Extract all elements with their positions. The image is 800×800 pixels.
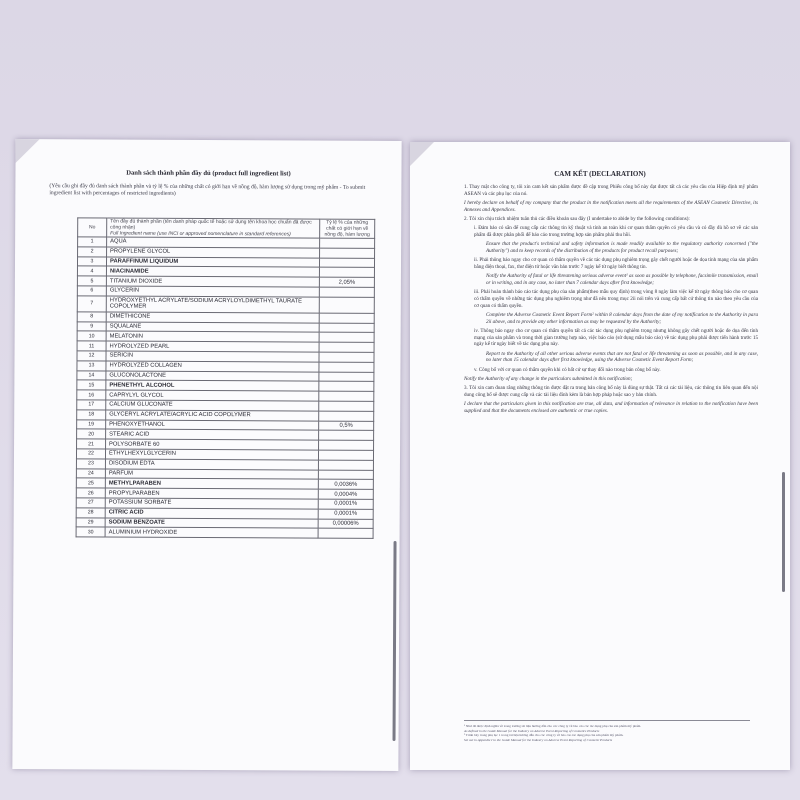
declaration-p1-en: I hereby declare on behalf of my company that the product in the notification meets all the requirements of the ASEAN Cosmetic Directive, its Annexes and Appendices. <box>464 200 758 213</box>
ingredient-table <box>76 217 376 539</box>
ingredient-list-subtitle: (Yêu cầu ghi đầy đủ danh sách thành phần và tỷ lệ % của những chất có giới hạn về nồng độ, hàm lượng sử dụng trong mỹ phẩm - To submit ingredient list with percentages of restricted ingredients) <box>49 183 366 198</box>
declaration-i-en: Ensure that the product's technical and safety information is made readily available to the regulatory authority concerned ("the Authority") and to keep records of the distribution of the products for product recall purposes; <box>486 241 758 254</box>
declaration-p3-vi: 3. Tôi xin cam đoan rằng những thông tin được đặt ra trong bản công bố này là đúng sự thật. Tất cả các tài liệu, các thông tin liên quan đến nội dung công bố sẽ được cung cấp và các tài liệu đính kèm là bản hợp pháp hoặc sao y bản chính. <box>464 385 758 398</box>
ingredient-pct <box>319 401 374 411</box>
declaration-iv-vi: iv. Thông báo ngay cho cơ quan có thẩm quyền tất cả các tác dụng phụ nghiêm trọng nhưng không gây chết người hoặc đe dọa đến tính mạng của sản phẩm và trong thời gian trường hợp nào, việc báo cáo (sử dụng mẫu báo cáo) về tác dụng phụ phải được tiến hành trước 15 ngày kể từ ngày biết về tác dụng phụ này. <box>474 328 758 348</box>
ingredient-pct <box>319 332 374 342</box>
ingredient-no: 22 <box>76 449 105 459</box>
ingredient-pct: 0,5% <box>319 421 374 431</box>
footnote-1-vi: ¹ Như đã được định nghĩa về trong trường tài liệu hướng dẫn cho các công ty về báo cáo các tác dụng phụ của sản phẩm mỹ phẩm. <box>464 724 642 728</box>
ingredient-no: 10 <box>77 331 106 341</box>
ingredient-name: ETHYLHEXYLGLYCERIN <box>105 449 318 460</box>
ingredient-no: 7 <box>77 296 106 312</box>
ingredient-name: STEARIC ACID <box>106 429 319 440</box>
declaration-ii-vi: ii. Phải thông báo ngay cho cơ quan có thẩm quyền về các tác dụng phụ nghiêm trọng gây chết người hoặc đe dọa tính mạng của sản phẩm bằng điện thoại, fax, thư điện tử hoặc văn bản trước 7 ngày kể từ ngày biết thông tin. <box>474 257 758 270</box>
ingredient-pct: 0,0001% <box>318 499 373 509</box>
ingredient-name: SERICIN <box>106 351 319 362</box>
declaration-iii-vi: iii. Phải hoàn thành báo cáo tác dụng phụ của sản phẩm(theo mẫu quy định) trong vòng 8 ngày làm việc kể từ ngày thông báo cho cơ quan có thẩm quyền về những tác dụng phụ nghiêm trọng như đã nêu trong mục 2ii nói trên và cung cấp bất cứ thông tin nào theo yêu cầu của cơ quan có thẩm quyền. <box>474 289 758 309</box>
ingredient-no: 2 <box>78 247 107 257</box>
header-name <box>107 218 320 238</box>
ingredient-pct <box>319 362 374 372</box>
ingredient-name: GLUCONOLACTONE <box>106 371 319 382</box>
ingredient-name: HYDROLYZED PEARL <box>106 341 319 352</box>
ingredient-name: DISODIUM EDTA <box>105 459 318 470</box>
declaration-iv-en: Report to the Authority of all other serious adverse events that are not fatal or life threatening as soon as possible, and in any case, no later than 15 calendar days after first knowledge, using the Adverse Cosmetic Event Report Form; <box>486 350 758 364</box>
footnote-1-en: As defined in the Guide Manual for the Industry on Adverse Event Reporting of Cosmetics Products <box>464 728 600 733</box>
ingredient-row <box>77 296 374 314</box>
ingredient-no: 26 <box>76 488 105 498</box>
ingredient-name: SQUALANE <box>106 322 319 333</box>
ingredient-name: AQUA <box>107 237 320 248</box>
ingredient-no: 15 <box>77 380 106 390</box>
footnotes <box>464 720 750 742</box>
ingredient-list-page <box>12 139 401 771</box>
ingredient-no: 29 <box>76 517 105 527</box>
declaration-p2-vi: 2. Tôi xin chịu trách nhiệm tuân thủ các điều khoản sau đây (I undertake to abide by the following conditions): <box>464 216 690 222</box>
ingredient-list-title: Danh sách thành phần đầy đủ (product full ingredient list) <box>126 169 291 178</box>
ingredient-name: DIMETHICONE <box>106 312 319 323</box>
ingredient-no: 18 <box>77 410 106 420</box>
ingredient-no: 6 <box>77 286 106 296</box>
ingredient-no: 27 <box>76 498 105 508</box>
ingredient-pct <box>319 391 374 401</box>
ingredient-no: 19 <box>77 419 106 429</box>
ingredient-pct: 0,0036% <box>318 479 373 489</box>
declaration-title: CAM KẾT (DECLARATION) <box>554 170 646 178</box>
ingredient-name: POLYSORBATE 60 <box>106 439 319 450</box>
ingredient-name: PROPYLENE GLYCOL <box>107 247 320 258</box>
ingredient-name: ALUMINIUM HYDROXIDE <box>105 527 318 538</box>
ingredient-pct <box>319 430 374 440</box>
ingredient-pct <box>319 352 374 362</box>
ingredient-name: GLYCERIN <box>106 286 319 297</box>
ingredient-no: 9 <box>77 321 106 331</box>
ingredient-pct: 0,00006% <box>318 519 373 529</box>
ingredient-no: 25 <box>76 478 105 488</box>
header-no: No <box>78 218 107 237</box>
ingredient-pct <box>318 528 373 538</box>
ingredient-no: 17 <box>77 400 106 410</box>
ingredient-name: HYDROLYZED COLLAGEN <box>106 361 319 372</box>
ingredient-pct <box>319 381 374 391</box>
declaration-iii-en: Complete the Adverse Cosmetic Event Report Form² within 8 calendar days from the date of my notification to the Authority in para 2ii above, and to provide any other information as may be requested by the Authority; <box>486 312 758 325</box>
ingredient-pct <box>319 342 374 352</box>
ingredient-name: SODIUM BENZOATE <box>105 517 318 528</box>
ingredient-row <box>76 527 373 538</box>
ingredient-name: CAPRYLYL GLYCOL <box>106 390 319 401</box>
ingredient-no: 14 <box>77 370 106 380</box>
ingredient-name: PHENETHYL ALCOHOL <box>106 380 319 391</box>
declaration-body <box>464 184 758 417</box>
ingredient-table-body <box>76 237 375 539</box>
ingredient-no: 11 <box>77 341 106 351</box>
page-fold-corner <box>410 142 434 166</box>
ingredient-no: 30 <box>76 527 105 537</box>
ingredient-no: 1 <box>78 237 107 247</box>
ingredient-pct <box>318 460 373 470</box>
ingredient-pct <box>319 258 374 268</box>
ingredient-name: HYDROXYETHYL ACRYLATE/SODIUM ACRYLOYLDIMETHYL TAURATE COPOLYMER <box>106 296 319 313</box>
scrollbar[interactable] <box>393 541 397 741</box>
ingredient-no: 23 <box>76 459 105 469</box>
ingredient-name: POTASSIUM SORBATE <box>105 498 318 509</box>
ingredient-no: 12 <box>77 351 106 361</box>
ingredient-name: TITANIUM DIOXIDE <box>106 276 319 287</box>
ingredient-name: MELATONIN <box>106 331 319 342</box>
ingredient-name: PARAFFINUM LIQUIDUM <box>106 257 319 268</box>
ingredient-no: 13 <box>77 361 106 371</box>
ingredient-no: 3 <box>77 256 106 266</box>
ingredient-name: GLYCERYL ACRYLATE/ACRYLIC ACID COPOLYMER <box>106 410 319 421</box>
ingredient-no: 4 <box>77 266 106 276</box>
ingredient-pct <box>319 313 374 323</box>
ingredient-pct <box>319 440 374 450</box>
ingredient-name: PROPYLPARABEN <box>105 488 318 499</box>
page-fold-corner <box>16 139 40 163</box>
ingredient-no: 5 <box>77 276 106 286</box>
ingredient-name: PHENOXYETHANOL <box>106 420 319 431</box>
declaration-p1-vi: 1. Thay mặt cho công ty, tôi xin cam kết sản phẩm được đề cập trong Phiếu công bố này đạt được tất cả các yêu cầu của Hiệp định mỹ phẩm ASEAN và các phụ lục của nó. <box>464 184 758 197</box>
header-pct: Tỷ lệ % của những chất có giới hạn về nồng độ, hàm lượng <box>320 219 375 238</box>
ingredient-name: PARFUM <box>105 468 318 479</box>
footnote-2-vi: ² Trình bày trong phụ lục 1 trong tài liệu hướng dẫn cho các công ty về báo cáo tác dụng phụ của sản phẩm mỹ phẩm. <box>464 733 624 738</box>
ingredient-pct <box>319 267 374 277</box>
ingredient-name: NIACINAMIDE <box>106 266 319 277</box>
ingredient-pct: 0,0001% <box>318 509 373 519</box>
ingredient-pct: 2,05% <box>319 277 374 287</box>
ingredient-no: 28 <box>76 508 105 518</box>
ingredient-no: 16 <box>77 390 106 400</box>
scrollbar[interactable] <box>782 472 785 592</box>
declaration-v-vi: v. Công bố với cơ quan có thẩm quyền khi có bất cứ sự thay đổi nào trong bản công bố này. <box>474 366 661 373</box>
ingredient-pct <box>319 287 374 297</box>
ingredient-table-header <box>78 218 375 239</box>
ingredient-pct <box>320 248 375 258</box>
ingredient-pct <box>319 297 374 313</box>
ingredient-name: METHYLPARABEN <box>105 478 318 489</box>
ingredient-no: 20 <box>77 429 106 439</box>
declaration-v-en: Notify the Authority of any change in the particulars submitted in this notification; <box>464 376 633 382</box>
ingredient-pct <box>318 470 373 480</box>
declaration-p3-en: I declare that the particulars given in this notification are true, all data, and information of relevance in relation to the notification have been supplied and that the documents enclosed are authentic or true copies. <box>464 401 758 414</box>
header-name-vi: Tên đầy đủ thành phần (tên danh pháp quốc tế hoặc sử dụng tên khoa học chuẩn đã được công nhận) <box>110 218 312 231</box>
ingredient-name: CITRIC ACID <box>105 508 318 519</box>
ingredient-pct <box>320 238 375 248</box>
declaration-i-vi: i. Đảm bảo có sẵn để cung cấp các thông tin kỹ thuật và tính an toàn khi cơ quan thẩm quyền có yêu cầu và có đầy đủ hồ sơ về các sản phẩm đã được phân phối để báo cáo trong trường hợp sản phẩm phải thu hồi. <box>474 225 758 238</box>
ingredient-pct: 0,0004% <box>318 489 373 499</box>
ingredient-name: CALCIUM GLUCONATE <box>106 400 319 411</box>
ingredient-pct <box>318 450 373 460</box>
ingredient-no: 8 <box>77 312 106 322</box>
header-name-en: Full Ingredient name (use INCI or approved nomenclature in standard references) <box>110 230 291 238</box>
declaration-ii-en: Notify the Authority of fatal or life threatening serious adverse event¹ as soon as possible by telephone, facsimile transmission, email or in writing, and in any case, no later than 7 calendar days after first knowledge; <box>486 273 758 286</box>
ingredient-pct <box>319 372 374 382</box>
ingredient-no: 21 <box>77 439 106 449</box>
footnote-2-en: Set out in Appendix I to the Guide Manual for the Industry on Adverse Event Reporting of Cosmetic Products <box>464 737 613 742</box>
ingredient-pct <box>319 411 374 421</box>
ingredient-pct <box>319 323 374 333</box>
ingredient-no: 24 <box>76 468 105 478</box>
declaration-page <box>410 142 790 770</box>
